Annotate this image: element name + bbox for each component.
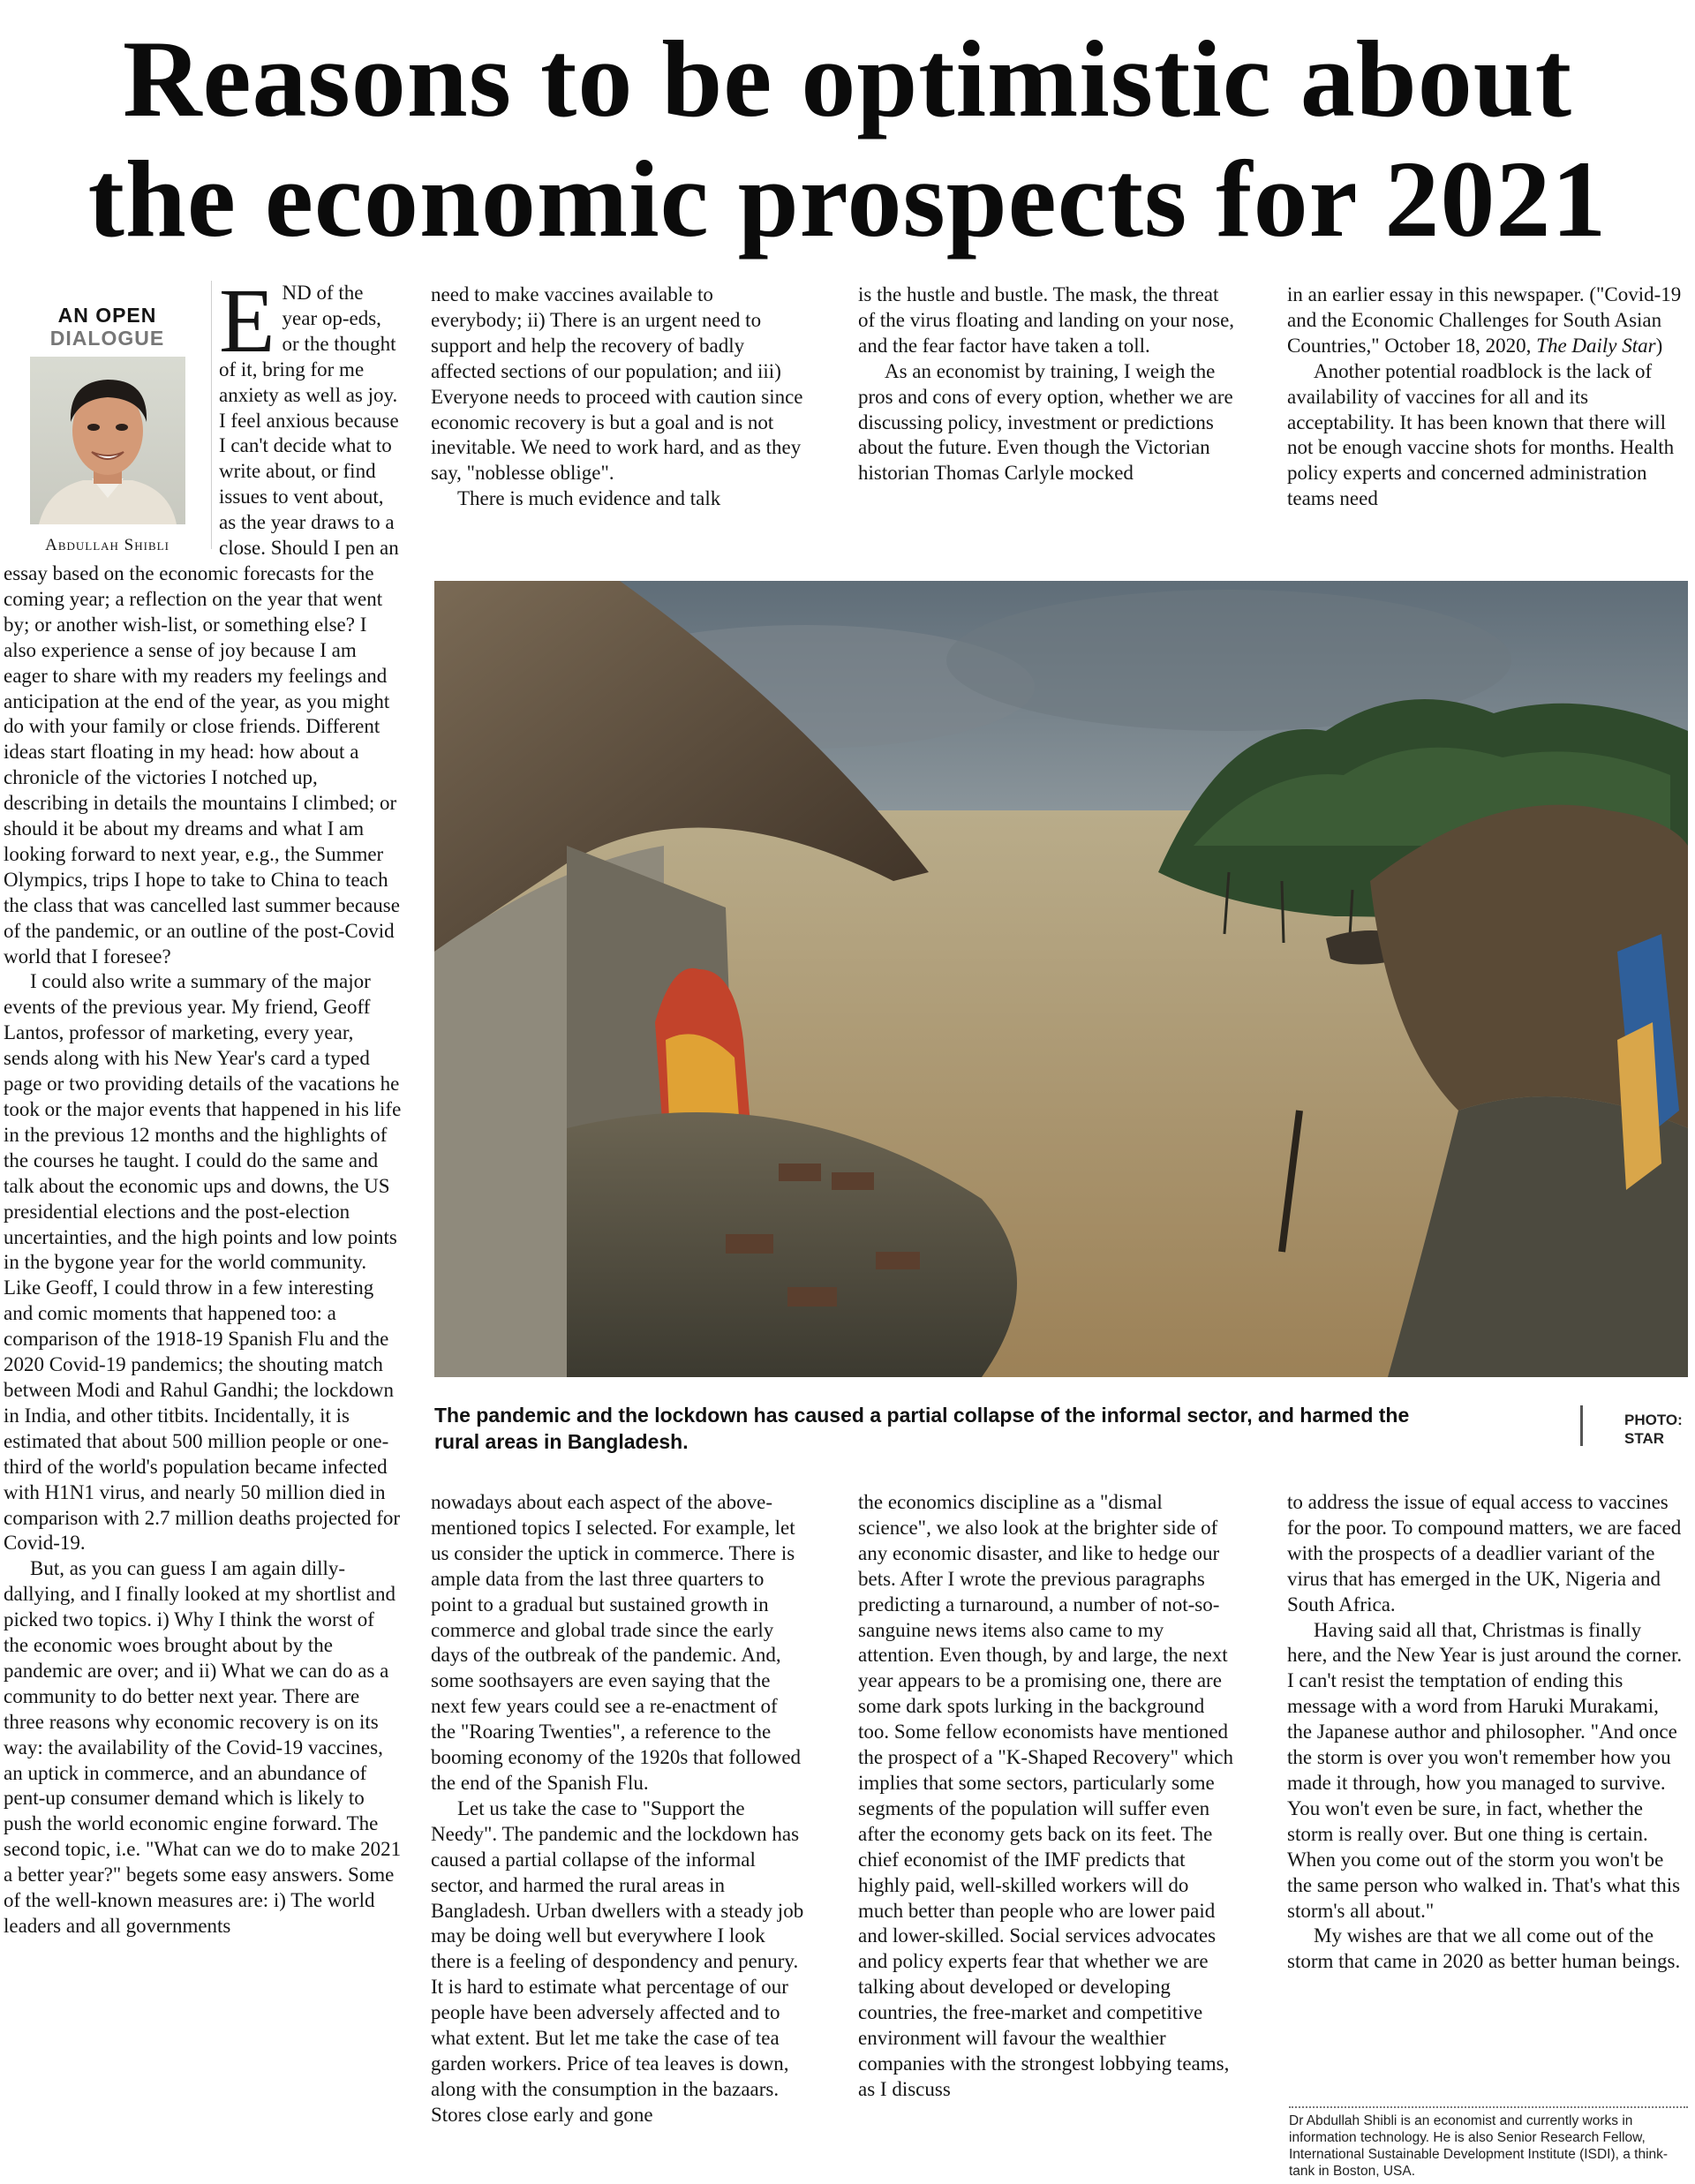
paragraph: My wishes are that we all come out of the storm that came in 2020 as better human beings. — [1287, 1924, 1681, 1973]
drop-cap: E — [219, 270, 275, 372]
photo-credit-source: STAR — [1624, 1430, 1665, 1447]
paragraph: the economics discipline as a "dismal science", we also look at the brighter side of any economic disaster, and like to hedge our bets. After I wrote the previous paragraphs predicting a turnaround, a number of not-so-sanguine news items also came to my attention. Even though, by and large, the next year appears to be a promising one, there are some dark spots lurking in the background too. Some fellow economists have mentioned the prospect of a "K-Shaped Recovery" which implies that some sectors, particularly some segments of the population will suffer even after the economy gets back on its feet. The chief economist of the IMF predicts that highly paid, well-skilled workers will do much better than people who are lower paid and lower-skilled. Social services advocates and policy experts fear that whether we are talking about developed or developing countries, the free-market and competitive environment will favour the wealthier companies with the strongest lobbying teams, as I discuss — [858, 1491, 1233, 2100]
article-column-4-top — [1287, 282, 1686, 512]
headline — [0, 19, 1695, 260]
author-name: Abdullah Shibli — [45, 536, 170, 554]
paragraph: need to make vaccines available to everybody; ii) There is an urgent need to support and help the recovery of badly affected sections of our population; and iii) Everyone needs to proceed with caution since economic recovery is but a goal and is not inevitable. We need to work hard, and as they say, "noblesse oblige". — [431, 283, 803, 485]
bio-divider — [1289, 2106, 1688, 2108]
article-column-2-top — [431, 282, 807, 512]
article-column-2-bottom — [431, 1490, 807, 2128]
article-column-4-bottom — [1287, 1490, 1686, 1975]
paragraph: Having said all that, Christmas is finally here, and the New Year is just around the corner. I can't resist the temptation of ending this message with a word from Haruki Murakami, the Japanese author and philosopher. "And once the storm is over you won't remember how you made it through, how you managed to survive. You won't even be sure, in fact, whether the storm is really over. But one thing is certain. When you come out of the storm you won't be the same person who walked in. That's what this storm's all about." — [1287, 1618, 1683, 1922]
newspaper-name: The Daily Star — [1536, 334, 1656, 357]
photo-caption: The pandemic and the lockdown has caused a partial collapse of the informal sector, and harmed the rural areas in Bangladesh. — [434, 1404, 1410, 1453]
news-photo — [434, 581, 1688, 1377]
author-portrait — [30, 357, 185, 524]
article-column-3-bottom — [858, 1490, 1238, 2103]
author-bio: Dr Abdullah Shibli is an economist and currently works in information technology. He is also Senior Research Fellow, International Sustainable Development Institute (ISDI), a think-tank in Boston, USA. — [1289, 2113, 1669, 2179]
article-column-1 — [4, 270, 403, 1939]
column-label-line-1: AN OPEN — [57, 304, 157, 327]
paragraph — [1287, 282, 1686, 359]
photo-credit — [1624, 1411, 1683, 1448]
citation-text: in an earlier essay in this newspaper. ("Covid-19 and the Economic Challenges for South Asian Countries," October 18, 2020, — [1287, 283, 1682, 357]
paragraph: As an economist by training, I weigh the pros and cons of every option, whether we are discussing policy, investment or predictions about the future. Even though the Victorian historian Thomas Carlyle mocked — [858, 359, 1233, 485]
paragraph: nowadays about each aspect of the above-mentioned topics I selected. For example, let us consider the uptick in commerce. There is ample data from the last three quarters to point to a gradual but sustained growth in commerce and global trade since the early days of the outbreak of the pandemic. And, some soothsayers are even saying that the next few years could see a re-enactment of the "Roaring Twenties", a reference to the booming economy of the 1920s that followed the end of the Spanish Flu. — [431, 1491, 802, 1794]
citation-close: ) — [1655, 334, 1663, 357]
paragraph: is the hustle and bustle. The mask, the threat of the virus floating and landing on your nose, and the fear factor have taken a toll. — [858, 283, 1235, 357]
paragraph: Let us take the case to "Support the Needy". The pandemic and the lockdown has caused a partial collapse of the informal sector, and harmed the rural areas in Bangladesh. Urban dwellers with a steady job may be doing well but everywhere I look there is a feeling of despondency and penury. It is hard to estimate what percentage of our people have been adversely affected and to what extent. But let me take the case of tea garden workers. Price of tea leaves is down, along with the consumption in the bazaars. Stores close early and gone — [431, 1796, 804, 2126]
paragraph: Another potential roadblock is the lack of availability of vaccines for all and its acceptability. It has been known that there will not be enough vaccine shots for months. Health policy experts and concerned administration teams need — [1287, 359, 1675, 510]
article-column-3-top — [858, 282, 1238, 486]
paragraph: to address the issue of equal access to vaccines for the poor. To compound matters, we are faced with the prospects of a deadlier variant of the virus that has emerged in the UK, Nigeria and South Africa. — [1287, 1491, 1682, 1615]
paragraph: But, as you can guess I am again dilly-dallying, and I finally looked at my shortlist and picked two topics. i) Why I think the worst of the economic woes brought about by the pandemic are over; and ii) What we can do as a community to do better next year. There are three reasons why economic recovery is on its way: the availability of the Covid-19 vaccines, an uptick in commerce, and an abundance of pent-up consumer demand which is likely to push the world economic engine forward. The second topic, i.e. "What can we do to make 2021 a better year?" begets some easy answers. Some of the well-known measures are: i) The world leaders and all governments — [4, 1557, 402, 1937]
caption-divider — [1580, 1405, 1583, 1446]
author-inset — [4, 281, 212, 554]
paragraph: I could also write a summary of the major events of the previous year. My friend, Geoff Lantos, professor of marketing, every year, sends along with his New Year's card a typed page or two providing details of the vacations he took or the major events that happened in his life in the previous 12 months and the highlights of the courses he taught. I could do the same and talk about the economic ups and downs, the US presidential elections and the post-election uncertainties, and the high points and low points in the bygone year for the world community. Like Geoff, I could throw in a few interesting and comic moments that happened too: a comparison of the 1918-19 Spanish Flu and the 2020 Covid-19 pandemics; the shouting match between Modi and Rahul Gandhi; the lockdown in India, and other titbits. Incidentally, it is estimated that about 500 million people or one-third of the world's population became infected with H1N1 virus, and nearly 50 million died in comparison with 2.7 million deaths projected for Covid-19. — [4, 970, 402, 1555]
column-label-line-2: DIALOGUE — [49, 327, 165, 350]
headline-line-1: Reasons to be optimistic about — [122, 19, 1573, 139]
headline-line-2: the economic prospects for 2021 — [87, 139, 1608, 260]
photo-credit-label: PHOTO: — [1624, 1412, 1683, 1428]
paragraph: There is much evidence and talk — [457, 487, 721, 510]
paragraph: ND of the year op-eds, or the thought of it, bring for me anxiety as well as joy. I feel anxious because I can't decide what to write about, or find issues to vent about, as the year draws to a close. Should I pen an essay based on the economic forecasts for the coming year; a reflection on the year that went by; or another wish-list, or something else? I also experience a sense of joy because I am eager to share with my readers my feelings and anticipation at the end of the year, as you might do with your family or close friends. Different ideas start floating in my head: how about a chronicle of the victories I notched up, describing in details the mountains I climbed; or should it be about my dreams and what I am looking forward to next year, e.g., the Summer Olympics, trips I hope to take to China to teach the class that was cancelled last summer because of the pandemic, or an outline of the post-Covid world that I foresee? — [4, 282, 400, 968]
